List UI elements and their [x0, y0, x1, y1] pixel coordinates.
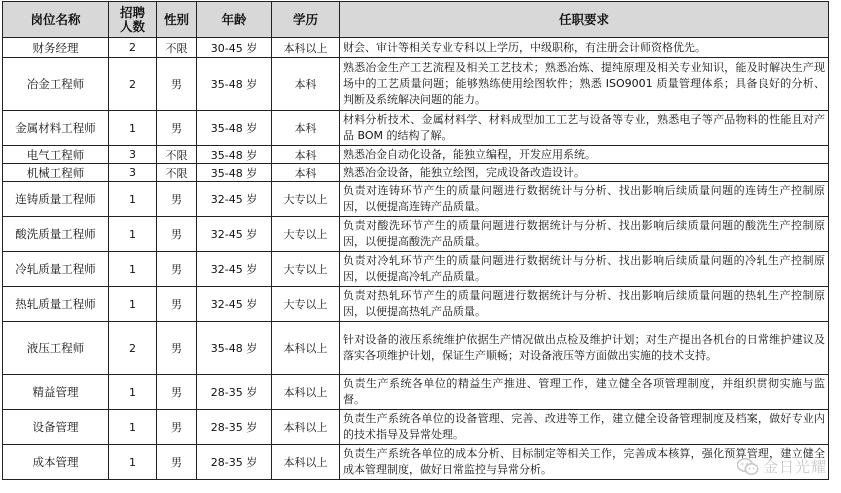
watermark-text: 金日光耀: [762, 458, 827, 476]
cell-count: 2: [109, 322, 157, 375]
cell-gender: 不限: [157, 146, 197, 164]
cell-age: 28-35 岁: [197, 410, 272, 445]
cell-gender: 不限: [157, 164, 197, 182]
cell-age: 32-45 岁: [197, 252, 272, 287]
cell-education: 本科: [272, 58, 340, 111]
header-headcount-label: 招聘 人数: [119, 4, 145, 34]
cell-education: 大专以上: [272, 287, 340, 322]
watermark: [737, 456, 827, 477]
cell-age: 30-45 岁: [197, 38, 272, 58]
cell-count: 2: [109, 38, 157, 58]
cell-requirements: 材料分析技术、金属材料学、材料成型加工工艺与设备等专业，熟悉电子等产品物料的性能且对产品 BOM 的结构了解。: [340, 111, 829, 146]
header-position: 岗位名称: [3, 2, 109, 38]
wechat-icon: [737, 458, 759, 476]
recruitment-table: [2, 1, 829, 480]
cell-count: 1: [109, 287, 157, 322]
cell-position: 热轧质量工程师: [3, 287, 109, 322]
cell-gender: 男: [157, 111, 197, 146]
cell-position: 成本管理: [3, 445, 109, 480]
table-row: [3, 375, 829, 410]
cell-count: 1: [109, 111, 157, 146]
table-row: [3, 322, 829, 375]
cell-education: 本科以上: [272, 322, 340, 375]
cell-position: 机械工程师: [3, 164, 109, 182]
cell-position: 财务经理: [3, 38, 109, 58]
cell-requirements: 负责对酸洗环节产生的质量问题进行数据统计与分析、找出影响后续质量问题的酸洗生产控制原因，以便提高酸洗产品质量。: [340, 217, 829, 252]
cell-education: 本科: [272, 146, 340, 164]
cell-position: 精益管理: [3, 375, 109, 410]
cell-age: 35-48 岁: [197, 58, 272, 111]
header-education: 学历: [272, 2, 340, 38]
cell-gender: 男: [157, 217, 197, 252]
cell-gender: 男: [157, 445, 197, 480]
cell-gender: 不限: [157, 38, 197, 58]
cell-position: 液压工程师: [3, 322, 109, 375]
cell-position: 酸洗质量工程师: [3, 217, 109, 252]
cell-gender: 男: [157, 287, 197, 322]
cell-position: 冷轧质量工程师: [3, 252, 109, 287]
cell-age: 28-35 岁: [197, 375, 272, 410]
cell-education: 大专以上: [272, 182, 340, 217]
cell-position: 电气工程师: [3, 146, 109, 164]
cell-education: 本科以上: [272, 445, 340, 480]
cell-position: 金属材料工程师: [3, 111, 109, 146]
cell-count: 1: [109, 182, 157, 217]
table-row: [3, 410, 829, 445]
header-gender: 性别: [157, 2, 197, 38]
cell-count: 1: [109, 375, 157, 410]
header-requirements: 任职要求: [340, 2, 829, 38]
cell-gender: 男: [157, 58, 197, 111]
cell-count: 3: [109, 146, 157, 164]
cell-education: 大专以上: [272, 217, 340, 252]
cell-gender: 男: [157, 375, 197, 410]
cell-education: 本科以上: [272, 375, 340, 410]
table-row: [3, 111, 829, 146]
cell-education: 本科: [272, 111, 340, 146]
table-row: [3, 38, 829, 58]
cell-requirements: 负责对热轧环节产生的质量问题进行数据统计与分析、找出影响后续质量问题的热轧生产控制原因，以便提高热轧产品质量。: [340, 287, 829, 322]
cell-position: 设备管理: [3, 410, 109, 445]
cell-age: 32-45 岁: [197, 182, 272, 217]
table-row: [3, 58, 829, 111]
cell-count: 1: [109, 252, 157, 287]
cell-gender: 男: [157, 322, 197, 375]
cell-requirements: 负责生产系统各单位的设备管理、完善、改进等工作，建立健全设备管理制度及档案，做好专业内的技术指导及异常处理。: [340, 410, 829, 445]
table-row: [3, 146, 829, 164]
cell-gender: 男: [157, 182, 197, 217]
cell-position: 连铸质量工程师: [3, 182, 109, 217]
cell-age: 32-45 岁: [197, 287, 272, 322]
cell-age: 35-48 岁: [197, 164, 272, 182]
header-row: [3, 2, 829, 38]
cell-requirements: 熟悉冶金设备，能独立绘图，完成设备改造设计。: [340, 164, 829, 182]
cell-education: 大专以上: [272, 252, 340, 287]
table-row: [3, 182, 829, 217]
header-headcount: [109, 2, 157, 38]
table-row: [3, 217, 829, 252]
cell-age: 32-45 岁: [197, 217, 272, 252]
cell-age: 35-48 岁: [197, 322, 272, 375]
cell-gender: 男: [157, 410, 197, 445]
cell-count: 1: [109, 445, 157, 480]
cell-count: 1: [109, 217, 157, 252]
cell-education: 本科以上: [272, 410, 340, 445]
cell-requirements: 负责生产系统各单位的成本分析、目标制定等相关工作，完善成本核算，强化预算管理，建立健全成本管理制度，做好日常监控与异常分析。: [340, 445, 829, 480]
cell-requirements: 熟悉冶金自动化设备，能独立编程，开发应用系统。: [340, 146, 829, 164]
table-row: [3, 164, 829, 182]
cell-requirements: 财会、审计等相关专业专科以上学历，中级职称，有注册会计师资格优先。: [340, 38, 829, 58]
cell-age: 35-48 岁: [197, 111, 272, 146]
table-row: [3, 252, 829, 287]
cell-count: 1: [109, 410, 157, 445]
cell-age: 28-35 岁: [197, 445, 272, 480]
cell-position: 冶金工程师: [3, 58, 109, 111]
header-age: 年龄: [197, 2, 272, 38]
cell-age: 35-48 岁: [197, 146, 272, 164]
cell-requirements: 负责生产系统各单位的精益生产推进、管理工作，建立健全各项管理制度，并组织贯彻实施与监督。: [340, 375, 829, 410]
table-row: [3, 287, 829, 322]
cell-education: 本科以上: [272, 38, 340, 58]
cell-requirements: 熟悉冶金生产工艺流程及相关工艺技术；熟悉冶炼、提纯原理及相关专业知识，能及时解决生产现场中的工艺质量问题；能够熟练使用绘图软件；熟悉 ISO9001 质量管理体系；具备良好的分析、判断及系统解决问题的能力。: [340, 58, 829, 111]
cell-count: 2: [109, 58, 157, 111]
cell-gender: 男: [157, 252, 197, 287]
cell-count: 3: [109, 164, 157, 182]
cell-requirements: 负责对冷轧环节产生的质量问题进行数据统计与分析、找出影响后续质量问题的冷轧生产控制原因，以便提高冷轧产品质量。: [340, 252, 829, 287]
table-row: [3, 445, 829, 480]
cell-requirements: 针对设备的液压系统维护依据生产情况做出点检及维护计划；对生产提出各机台的日常维护建议及落实各项维护计划，保证生产顺畅；对设备液压等方面做出实施的技术支持。: [340, 322, 829, 375]
cell-requirements: 负责对连铸环节产生的质量问题进行数据统计与分析、找出影响后续质量问题的连铸生产控制原因，以便提高连铸产品质量。: [340, 182, 829, 217]
cell-education: 本科: [272, 164, 340, 182]
